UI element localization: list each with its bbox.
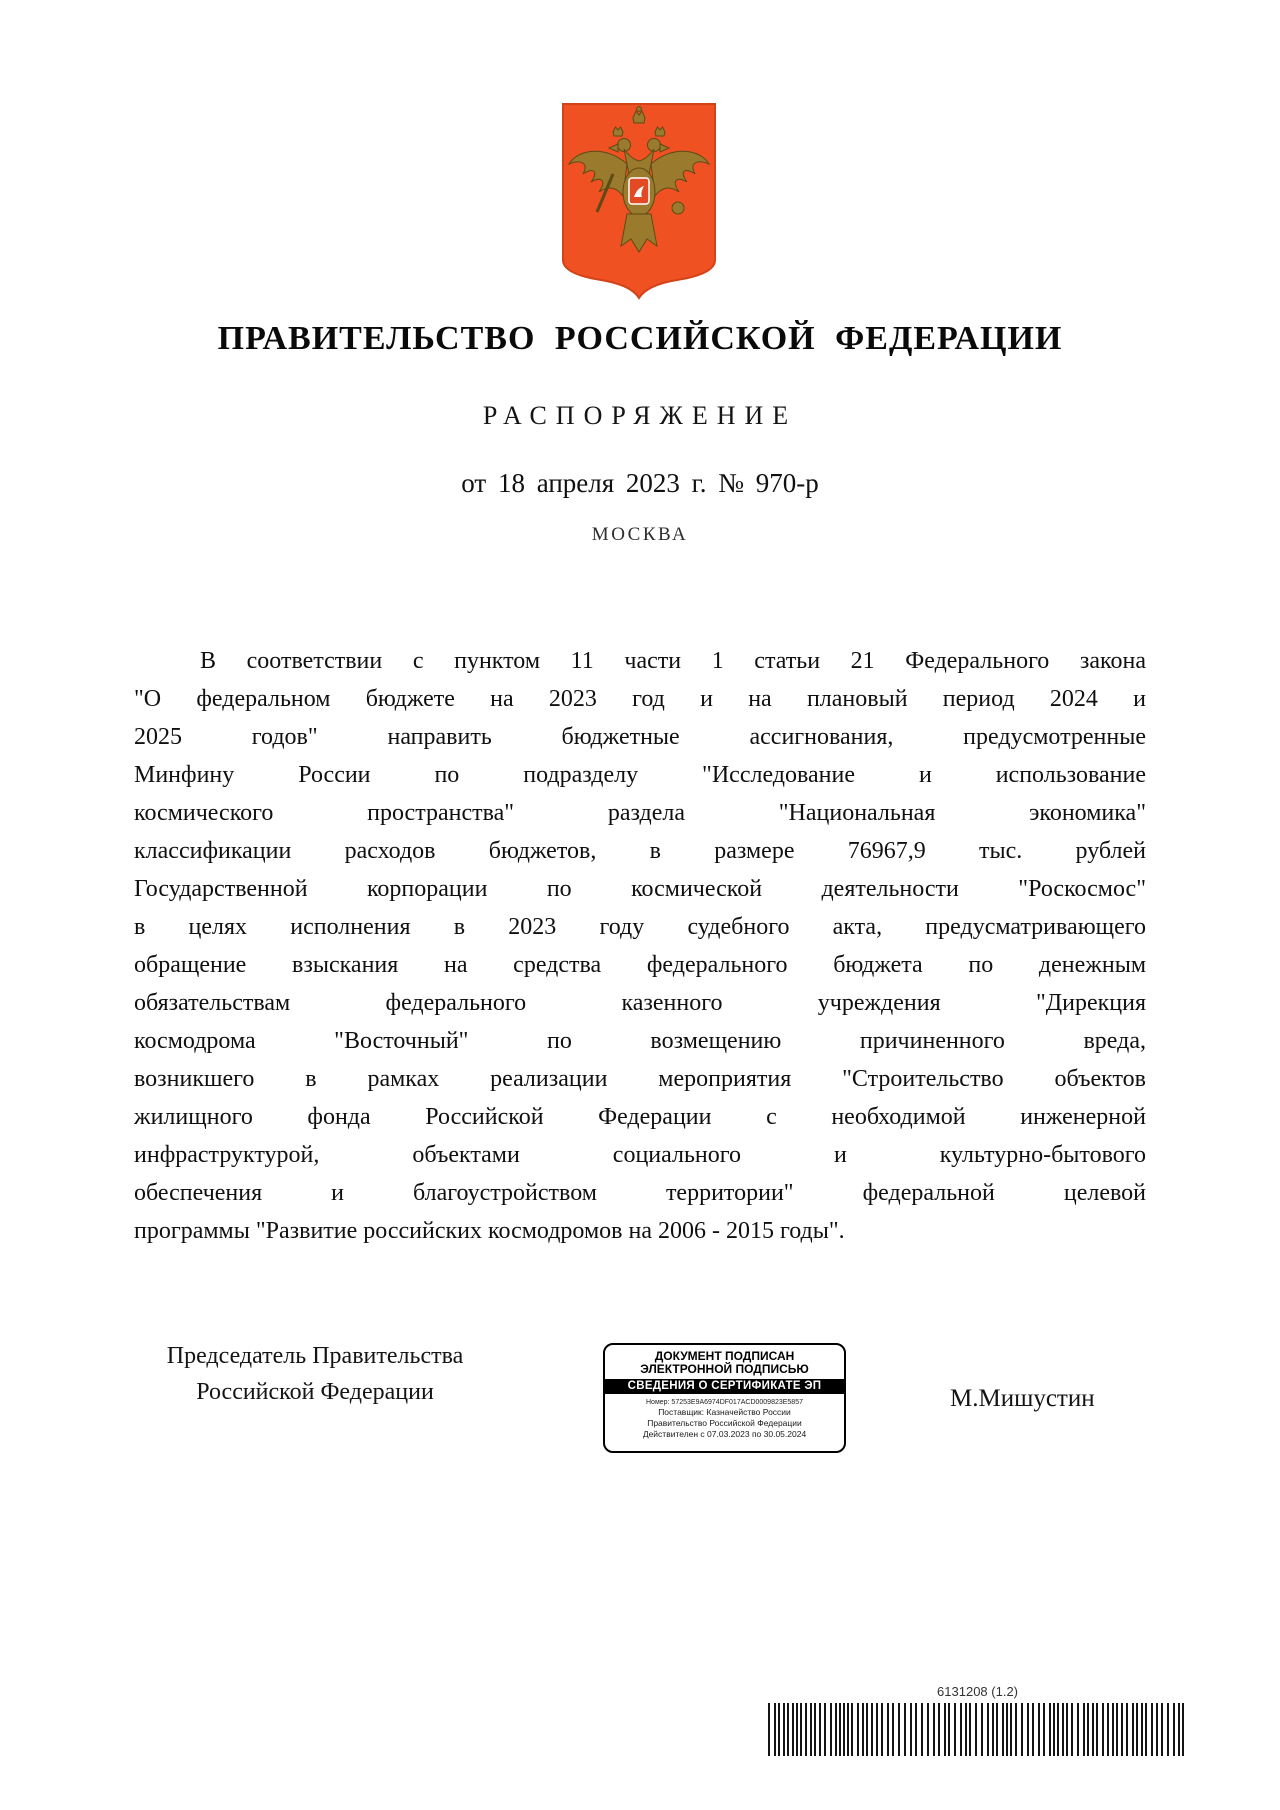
stamp-certificate-bar: СВЕДЕНИЯ О СЕРТИФИКАТЕ ЭП — [605, 1379, 844, 1394]
body-line: обращение взыскания на средства федерального бюджета по денежным — [134, 952, 1146, 978]
coat-of-arms-shield — [561, 102, 717, 304]
body-line: В соответствии с пунктом 11 части 1 статьи 21 Федерального закона — [200, 648, 1146, 674]
body-line: Минфину России по подразделу "Исследование и использование — [134, 762, 1146, 788]
russian-coat-of-arms — [561, 102, 717, 304]
stamp-provider: Поставщик: Казначейство России — [658, 1407, 791, 1417]
body-line: обязательствам федерального казенного учреждения "Дирекция — [134, 990, 1146, 1016]
signer-title-line2: Российской Федерации — [196, 1379, 434, 1405]
body-line: в целях исполнения в 2023 году судебного акта, предусматривающего — [134, 914, 1146, 940]
signer-title — [154, 1338, 476, 1410]
document-body — [134, 642, 1146, 1250]
stamp-title-line2: ЭЛЕКТРОННОЙ ПОДПИСЬЮ — [640, 1362, 809, 1376]
body-line: программы "Развитие российских космодромов на 2006 - 2015 годы". — [134, 1218, 845, 1244]
barcode-label: 6131208 (1.2) — [937, 1684, 1018, 1699]
body-line: Государственной корпорации по космической деятельности "Роскосмос" — [134, 876, 1146, 902]
stamp-validity: Действителен с 07.03.2023 по 30.05.2024 — [642, 1429, 807, 1439]
organization-title: ПРАВИТЕЛЬСТВО РОССИЙСКОЙ ФЕДЕРАЦИИ — [217, 320, 1063, 357]
city-label: МОСКВА — [591, 524, 689, 545]
body-line: космического пространства" раздела "Национальная экономика" — [134, 800, 1146, 826]
date-and-number-line: от 18 апреля 2023 г. № 970-р — [461, 468, 819, 498]
body-line: 2025 годов" направить бюджетные ассигнования, предусмотренные — [134, 724, 1146, 750]
signer-name: М.Мишустин — [950, 1385, 1095, 1412]
electronic-signature-stamp — [603, 1343, 846, 1453]
body-line: "О федеральном бюджете на 2023 год и на плановый период 2024 и — [134, 686, 1146, 712]
body-line: обеспечения и благоустройством территории" федеральной целевой — [134, 1180, 1146, 1206]
stamp-title-line1: ДОКУМЕНТ ПОДПИСАН — [654, 1349, 795, 1363]
signer-title-line1: Председатель Правительства — [166, 1343, 464, 1369]
barcode-image — [768, 1703, 1187, 1756]
body-line: инфраструктурой, объектами социального и культурно-бытового — [134, 1142, 1146, 1168]
body-line: классификации расходов бюджетов, в размере 76967,9 тыс. рублей — [134, 838, 1146, 864]
body-line: возникшего в рамках реализации мероприятия "Строительство объектов — [134, 1066, 1146, 1092]
stamp-certificate-number: Номер: 57253E9A6974DF017ACD0009823E5857 — [646, 1399, 803, 1406]
barcode — [768, 1703, 1187, 1756]
body-line: жилищного фонда Российской Федерации с необходимой инженерной — [134, 1104, 1146, 1130]
body-line: космодрома "Восточный" по возмещению причиненного вреда, — [134, 1028, 1146, 1054]
stamp-owner: Правительство Российской Федерации — [647, 1418, 802, 1428]
document-type-heading: РАСПОРЯЖЕНИЕ — [482, 401, 798, 430]
